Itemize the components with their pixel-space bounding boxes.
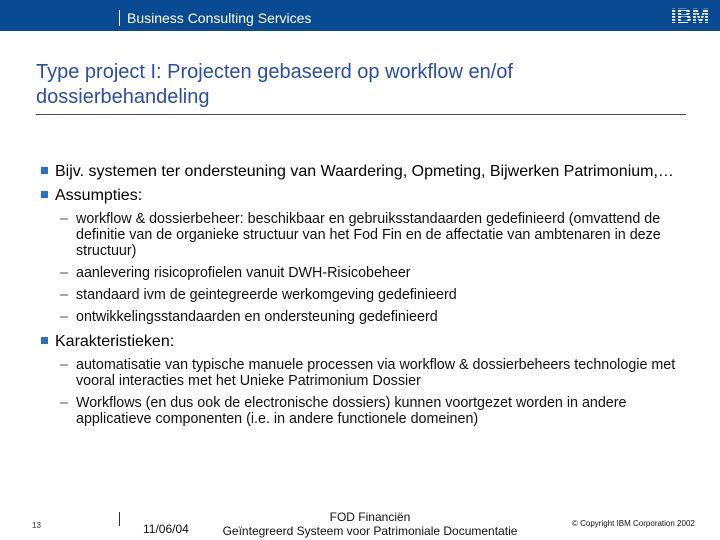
- sub-bullet-text: Workflows (en dus ook de electronische dossiers) kunnen voortgezet worden in andere applicatieve componenten (i.e. in andere functionele domeinen): [76, 395, 627, 427]
- bullet-text: Bijv. systemen ter ondersteuning van Waardering, Opmeting, Bijwerken Patrimonium,…: [55, 163, 674, 180]
- sub-bullet-item: [41, 357, 681, 389]
- sub-bullet-text: standaard ivm de geintegreerde werkomgeving gedefinieerd: [76, 287, 457, 303]
- bullet-marker-icon: [41, 337, 48, 344]
- bullet-marker-icon: [41, 191, 48, 198]
- slide-body: [41, 162, 681, 434]
- ibm-logo-icon: [666, 4, 714, 26]
- footer-copyright: © Copyright IBM Corporation 2002: [572, 519, 695, 528]
- header-separator: [119, 10, 120, 26]
- sub-bullet-text: workflow & dossierbeheer: beschikbaar en gebruiksstandaarden gedefinieerd (omvattend de definitie van de organieke structuur van het Fod Fin en de affectatie van ambtenaren in deze structuur): [76, 211, 661, 259]
- bullet-item: [41, 332, 681, 351]
- sub-bullet-item: [41, 287, 681, 303]
- bullet-item: [41, 186, 681, 205]
- bullet-text: Karakteristieken:: [55, 333, 175, 350]
- sub-bullet-item: [41, 265, 681, 281]
- footer-org: FOD Financiën: [329, 510, 411, 524]
- page-number: 13: [32, 521, 41, 530]
- footer-center: [205, 510, 535, 538]
- footer-project: Geïntegreerd Systeem voor Patrimoniale Documentatie: [222, 524, 518, 538]
- sub-bullet-list: [41, 357, 681, 427]
- sub-bullet-item: [41, 309, 681, 325]
- sub-bullet-item: [41, 395, 681, 427]
- footer-separator: [119, 512, 120, 526]
- dash-marker-icon: –: [60, 287, 68, 303]
- bullet-item: [41, 162, 681, 181]
- ibm-logo-text: IBM: [670, 5, 710, 26]
- dash-marker-icon: –: [60, 395, 68, 411]
- sub-bullet-list: [41, 211, 681, 325]
- dash-marker-icon: –: [60, 265, 68, 281]
- sub-bullet-text: aanlevering risicoprofielen vanuit DWH-Risicobeheer: [76, 265, 411, 281]
- page-title: Type project I: Projecten gebaseerd op workflow en/of dossierbehandeling: [36, 61, 513, 108]
- sub-bullet-text: automatisatie van typische manuele processen via workflow & dossierbeheers technologie met vooral interacties met het Unieke Patrimonium Dossier: [76, 357, 676, 389]
- title-divider: [36, 114, 686, 115]
- dash-marker-icon: –: [60, 357, 68, 373]
- business-unit-label: Business Consulting Services: [127, 10, 312, 26]
- header-bar: [0, 0, 720, 31]
- dash-marker-icon: –: [60, 309, 68, 325]
- dash-marker-icon: –: [60, 211, 68, 227]
- sub-bullet-text: ontwikkelingsstandaarden en ondersteuning gedefinieerd: [76, 309, 438, 325]
- bullet-text: Assumpties:: [55, 187, 143, 204]
- bullet-marker-icon: [41, 167, 48, 174]
- sub-bullet-item: [41, 211, 681, 259]
- footer-date: 11/06/04: [143, 522, 189, 536]
